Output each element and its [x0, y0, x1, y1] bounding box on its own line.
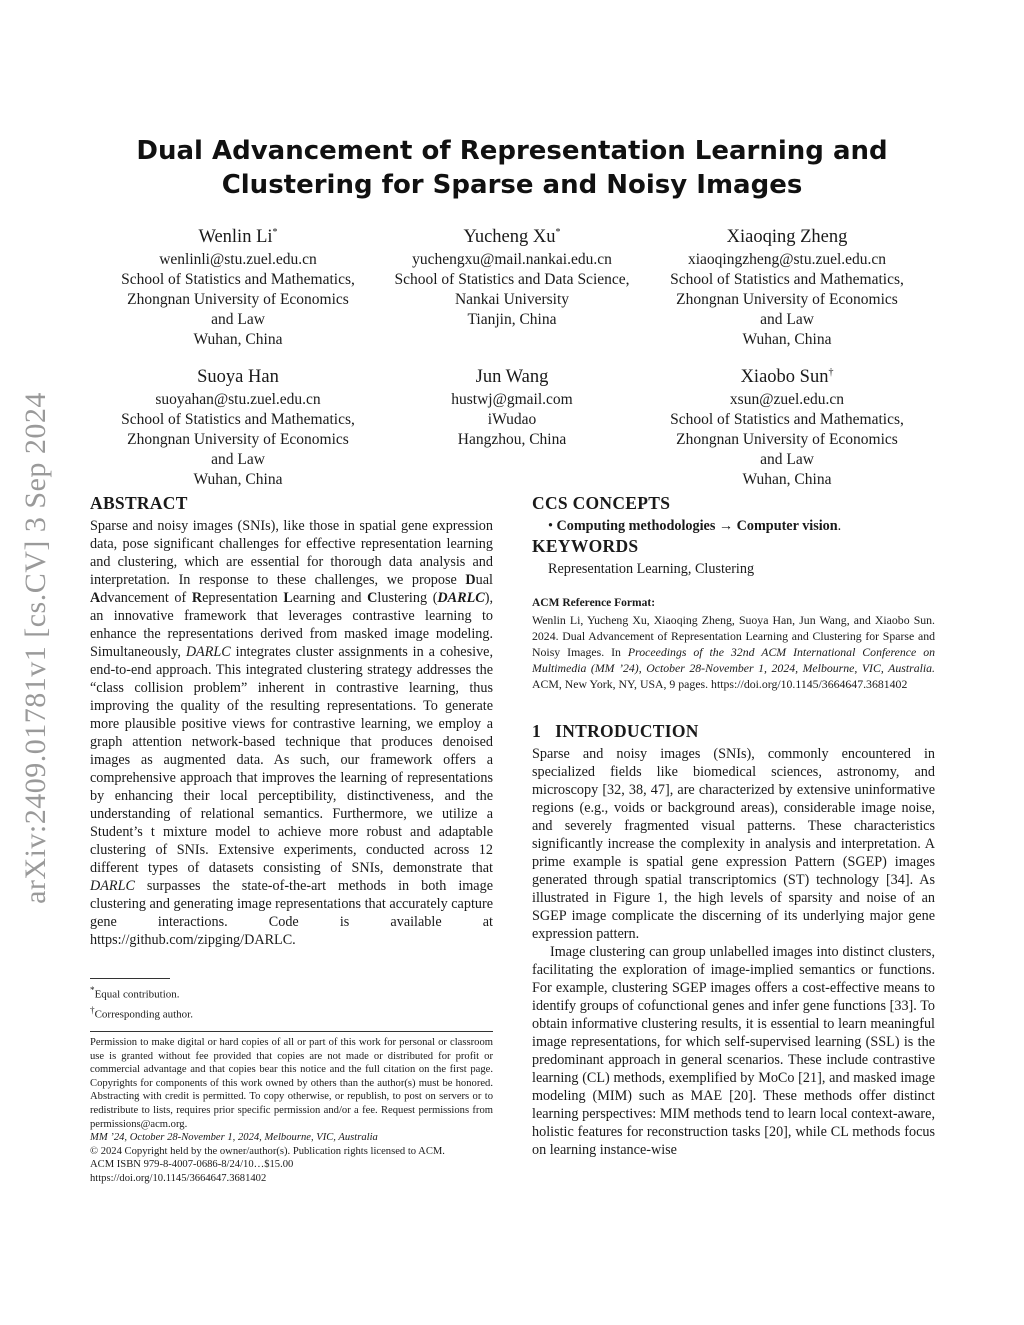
- author-affiliation: iWudao: [487, 411, 537, 429]
- author-email: xsun@zuel.edu.cn: [729, 391, 845, 409]
- author-location: Tianjin, China: [467, 311, 557, 329]
- right-column: [532, 494, 935, 1159]
- author-affiliation: and Law: [760, 451, 814, 469]
- permission-block: [90, 1036, 493, 1186]
- isbn: ACM ISBN 979-8-4007-0686-8/24/10…$15.00: [90, 1159, 294, 1171]
- author-location: Hangzhou, China: [457, 431, 567, 449]
- acm-ref-heading: ACM Reference Format:: [532, 597, 656, 609]
- arxiv-identifier: arXiv:2409.01781v1 [cs.CV] 3 Sep 2024: [19, 391, 52, 904]
- keywords-heading: KEYWORDS: [532, 536, 639, 556]
- author-affiliation: and Law: [211, 311, 265, 329]
- left-column: [90, 494, 493, 949]
- author-block: [377, 360, 647, 450]
- author-mark: *: [272, 227, 278, 238]
- arxiv-sidebar: [14, 360, 58, 935]
- author-affiliation: Zhongnan University of Economics: [127, 431, 349, 449]
- author-email: hustwj@gmail.com: [451, 391, 573, 409]
- permission-text: Permission to make digital or hard copies of all or part of this work for personal or classroom use is granted without fee provided that copies are not made or distributed for profit or commercial advantage and that copies bear this notice and the full citation on the first page. Copyrights for components of this work owned by others than the author(s) must be honored. Abstracting with credit is permitted. To copy otherwise, or republish, to post on servers or to redistribute to lists, requires prior specific permission and/or a fee. Request permissions from permissions@acm.org.: [90, 1037, 493, 1130]
- acronym: DARLC: [437, 590, 485, 606]
- author-name: Suoya Han: [197, 367, 279, 388]
- author-affiliation: School of Statistics and Mathematics,: [121, 271, 355, 289]
- author-mark: *: [555, 227, 561, 238]
- permission-rule: [90, 1031, 493, 1032]
- author-email: suoyahan@stu.zuel.edu.cn: [155, 391, 321, 409]
- footnote: †Corresponding author.: [90, 1004, 193, 1021]
- footnote: *Equal contribution.: [90, 985, 180, 1001]
- author-affiliation: School of Statistics and Mathematics,: [670, 271, 904, 289]
- author-affiliation: Zhongnan University of Economics: [676, 431, 898, 449]
- conference-venue: MM ’24, October 28-November 1, 2024, Melbourne, VIC, Australia: [90, 1132, 378, 1144]
- author-name: Xiaobo Sun: [740, 367, 829, 388]
- author-email: wenlinli@stu.zuel.edu.cn: [159, 251, 317, 269]
- abstract-text: Sparse and noisy images (SNIs), like those in spatial gene expression data, pose significant challenges for effective representation learning and clustering, which are essential for thorough data analysis and interpretation. In response to these challenges, we propose Dual Advancement of Representation Learning and Clustering (DARLC), an innovative framework that leverages contrastive learning to enhance the representations derived from masked image modeling. Simultaneously, DARLC integrates cluster assignments in a cohesive, end-to-end approach. This integrated clustering strategy addresses the “class collision problem” inherent in contrastive learning, thus improving the quality of the resulting representations. To generate more plausible positive views for contrastive learning, we employ a graph attention network-based technique that produces denoised images as augmented data. As such, our framework offers a comprehensive approach that improves the learning of representations by enhancing their local perceptibility, distinctiveness, and the understanding of relational semantics. Furthermore, we utilize a Student’s t mixture model to achieve more robust and adaptable clustering of SNIs. Extensive experiments, conducted across 12 different types of datasets consisting of SNIs, demonstrate that DARLC surpasses the state-of-the-art methods in both image clustering and generating image representations that accurately capture gene interactions. Code is available at https://github.com/zipging/DARLC.: [90, 518, 494, 948]
- author-name: Jun Wang: [475, 367, 549, 388]
- author-location: Wuhan, China: [193, 471, 283, 489]
- section-heading-introduction: 1 INTRODUCTION: [532, 721, 699, 741]
- author-name: Yucheng Xu: [463, 227, 556, 248]
- author-block: [103, 360, 373, 490]
- author-affiliation: School of Statistics and Data Science,: [394, 271, 630, 289]
- author-affiliation: and Law: [211, 451, 265, 469]
- copyright: © 2024 Copyright held by the owner/author(s). Publication rights licensed to ACM.: [90, 1145, 445, 1157]
- ccs-item: • Computing methodologies → Computer vision.: [548, 518, 842, 534]
- author-mark: †: [828, 367, 834, 378]
- author-email: yuchengxu@mail.nankai.edu.cn: [412, 251, 612, 269]
- footnotes: [90, 983, 493, 1022]
- author-affiliation: and Law: [760, 311, 814, 329]
- author-affiliation: Nankai University: [454, 291, 570, 309]
- intro-paragraph: Image clustering can group unlabelled images into distinct clusters, facilitating the exploration of image-implied semantics or functions. For example, clustering SGEP images offers a cost-effective means to identify groups of cofunctional genes and infer gene functions [33]. To obtain informative clustering results, it is essential to learn meaningful image representations, for which self-supervised learning (SSL) is the predominant approach in general scenarios. These include contrastive learning (CL) methods, exemplified by MoCo [21], and masked image modeling (MIM) such as MAE [20]. These methods offer distinct learning perspectives: MIM methods tend to learn local context-aware, holistic features for reconstruction tasks [20], while CL methods focus on learning instance-wise: [532, 944, 935, 1158]
- abstract-heading: ABSTRACT: [90, 493, 188, 513]
- author-affiliation: School of Statistics and Mathematics,: [670, 411, 904, 429]
- ccs-heading: CCS CONCEPTS: [532, 493, 671, 513]
- author-block: [377, 220, 647, 330]
- paper-title: Dual Advancement of Representation Learning and Clustering for Sparse and Noisy Images: [136, 136, 888, 200]
- footnote-rule: [90, 978, 170, 979]
- author-affiliation: School of Statistics and Mathematics,: [121, 411, 355, 429]
- author-affiliation: Zhongnan University of Economics: [676, 291, 898, 309]
- author-name: Wenlin Li: [198, 227, 273, 248]
- author-block: [652, 360, 922, 490]
- author-affiliation: Zhongnan University of Economics: [127, 291, 349, 309]
- keywords-text: Representation Learning, Clustering: [548, 561, 755, 577]
- author-name: Xiaoqing Zheng: [726, 227, 848, 248]
- intro-paragraph: Sparse and noisy images (SNIs), commonly encountered in specialized fields like biomedical sciences, astronomy, and microscopy [32, 38, 47], are characterized by extensive uninformative regions (e.g., voids or background areas), considerable image noise, and severely fragmented visual patterns. These characteristics significantly increase the complexity in analysis and interpretation. A prime example is spatial gene expression Pattern (SGEP) images generated through spatial transcriptomics (ST) technology [34]. As illustrated in Figure 1, the high levels of sparsity and noise of an SGEP image complicate the discerning of its underlying major gene expression pattern.: [532, 746, 935, 942]
- doi-link[interactable]: https://doi.org/10.1145/3664647.3681402: [90, 1172, 267, 1184]
- author-block: [652, 220, 922, 350]
- author-location: Wuhan, China: [742, 331, 832, 349]
- acm-reference: Wenlin Li, Yucheng Xu, Xiaoqing Zheng, Suoya Han, Jun Wang, and Xiaobo Sun. 2024. Dual Advancement of Representation Learning and Clustering for Sparse and Noisy Images. In Proceedings of the 32nd ACM International Conference on Multimedia (MM ’24), October 28-November 1, 2024, Melbourne, VIC, Australia. ACM, New York, NY, USA, 9 pages. https://doi.org/10.1145/3664647.3681402: [532, 613, 935, 691]
- author-email: xiaoqingzheng@stu.zuel.edu.cn: [687, 251, 887, 269]
- author-block: [103, 220, 373, 350]
- author-location: Wuhan, China: [193, 331, 283, 349]
- author-location: Wuhan, China: [742, 471, 832, 489]
